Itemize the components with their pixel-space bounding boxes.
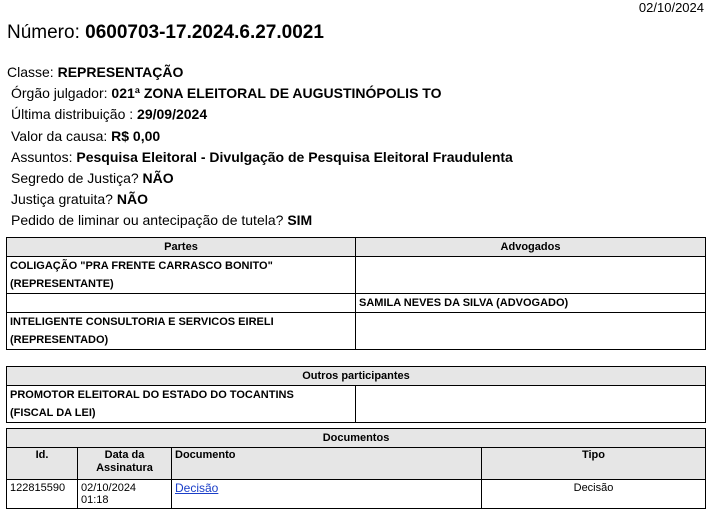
participante-name: PROMOTOR ELEITORAL DO ESTADO DO TOCANTINS: [10, 389, 294, 401]
table-row: [7, 480, 706, 509]
advogado-empty-cell: [356, 257, 706, 294]
col-documento: Documento: [172, 448, 482, 480]
doc-link[interactable]: Decisão: [175, 481, 219, 495]
field-label: Assuntos:: [11, 148, 73, 165]
table-row: [7, 294, 706, 313]
col-id: Id.: [7, 448, 78, 480]
field-value: R$ 0,00: [111, 127, 161, 144]
empty-cell: [356, 386, 706, 423]
field-pedido-liminar: [7, 210, 513, 231]
parte-role: (REPRESENTADO): [10, 334, 109, 346]
parte-cell: [7, 257, 356, 294]
outros-participantes-header: Outros participantes: [7, 367, 706, 386]
doc-date-time: 01:18: [81, 494, 109, 506]
participante-cell: [7, 386, 356, 423]
table-row: [7, 313, 706, 350]
field-valor-causa: [7, 126, 513, 147]
field-value: SIM: [287, 212, 313, 229]
process-fields: [7, 62, 513, 232]
documentos-header: Documentos: [7, 429, 706, 448]
field-label: Segredo de Justiça?: [11, 170, 139, 187]
col-data-assinatura: Data da Assinatura: [78, 448, 172, 480]
field-segredo-justica: [7, 168, 513, 189]
process-number: [7, 22, 324, 44]
field-value: 29/09/2024: [137, 106, 208, 123]
field-label: Pedido de liminar ou antecipação de tutela?: [11, 212, 284, 229]
field-justica-gratuita: [7, 189, 513, 210]
outros-participantes-table: [6, 366, 706, 423]
field-value: 021ª ZONA ELEITORAL DE AUGUSTINÓPOLIS TO: [111, 85, 442, 102]
field-value: NÃO: [116, 191, 148, 208]
field-value: REPRESENTAÇÃO: [57, 64, 184, 80]
field-classe: [7, 62, 513, 83]
field-label: Última distribuição :: [11, 106, 134, 123]
documentos-table: [6, 428, 706, 509]
table-row: [7, 386, 706, 423]
parte-name: COLIGAÇÃO "PRA FRENTE CARRASCO BONITO": [10, 260, 273, 272]
field-ultima-distribuicao: [7, 104, 513, 125]
field-label: Valor da causa:: [11, 127, 108, 144]
partes-header: Partes: [7, 238, 356, 257]
parte-name: INTELIGENTE CONSULTORIA E SERVICOS EIRELI: [10, 316, 274, 328]
doc-cell: [172, 480, 482, 509]
process-number-label: Número:: [7, 22, 80, 43]
advogado-cell: SAMILA NEVES DA SILVA (ADVOGADO): [356, 294, 706, 313]
participante-role: (FISCAL DA LEI): [10, 407, 96, 419]
print-date: 02/10/2024: [638, 0, 704, 15]
field-value: Pesquisa Eleitoral - Divulgação de Pesquisa Eleitoral Fraudulenta: [76, 148, 513, 165]
field-label: Justiça gratuita?: [11, 191, 113, 208]
doc-date-day: 02/10/2024: [81, 482, 137, 494]
advogado-empty-cell: [356, 313, 706, 350]
parte-cell: [7, 313, 356, 350]
field-assuntos: [7, 147, 513, 168]
field-orgao-julgador: [7, 83, 513, 104]
process-number-value: 0600703-17.2024.6.27.0021: [85, 22, 324, 43]
doc-tipo: Decisão: [482, 480, 706, 509]
parte-role: (REPRESENTANTE): [10, 278, 114, 290]
field-value: NÃO: [142, 170, 174, 187]
col-tipo: Tipo: [482, 448, 706, 480]
doc-id: 122815590: [7, 480, 78, 509]
doc-date: [78, 480, 172, 509]
empty-cell: [7, 294, 356, 313]
advogados-header: Advogados: [356, 238, 706, 257]
field-label: Classe:: [7, 64, 54, 80]
partes-table: [6, 237, 706, 350]
field-label: Órgão julgador:: [11, 85, 108, 102]
